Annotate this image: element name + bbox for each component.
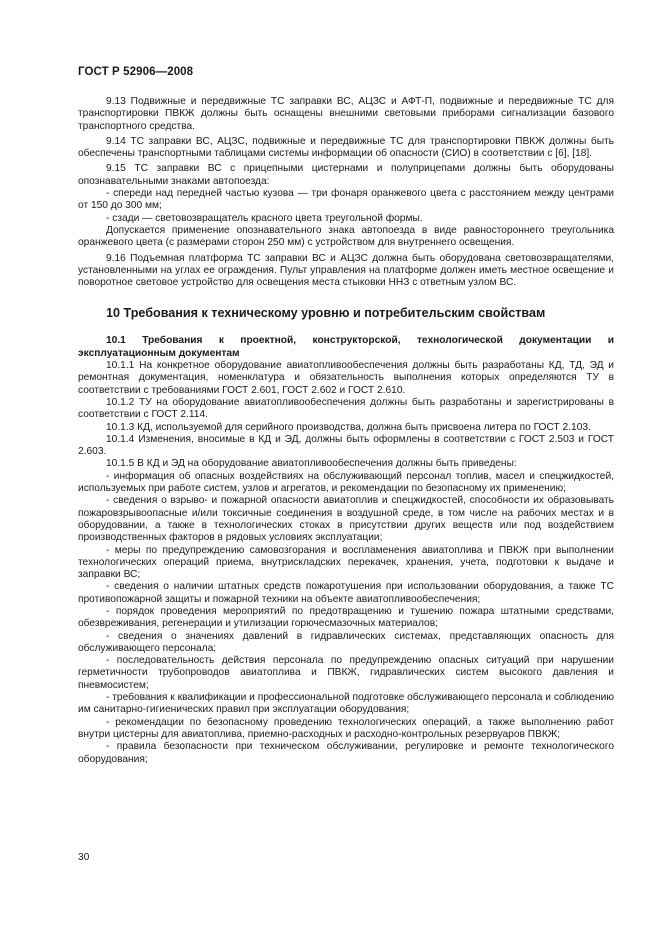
list-item: - меры по предупреждению самовозгорания и воспламенения авиатоплива и ПВКЖ при выполнении технологических операций приема, внутрискладских перекачек, хранения, учета, подготовки к выдаче и заправки ВС;: [78, 544, 614, 581]
paragraph-10-1-5: 10.1.5 В КД и ЭД на оборудование авиатопливообеспечения должны быть приведены:: [106, 458, 517, 470]
list-item: - спереди над передней частью кузова — три фонаря оранжевого цвета с расстоянием между центрами от 150 до 300 мм;: [78, 188, 614, 212]
list-item: - информация об опасных воздействиях на обслуживающий персонал топлив, масел и спецжидкостей, используемых при работе систем, узлов и агрегатов, и рекомендации по безопасному их применению;: [78, 470, 614, 495]
paragraph-9-15-note: Допускается применение опознавательного знака автопоезда в виде равностороннего треугольника оранжевого цвета (с размерами сторон 250 мм) с устройством для внутреннего освещения.: [78, 224, 614, 249]
list-item: - правила безопасности при техническом обслуживании, регулировке и ремонте технологического оборудования;: [78, 741, 614, 765]
page-number: 30: [78, 852, 90, 863]
paragraph-9-14: 9.14 ТС заправки ВС, АЦЗС, подвижные и передвижные ТС для транспортировки ПВКЖ должны быть обеспечены транспортными таблицами системы информации об опасности (СИО) в соответствии с [6], [18].: [78, 135, 614, 160]
list-item: - сзади — световозвращатель красного цвета треугольной формы.: [106, 212, 423, 224]
paragraph-9-13: 9.13 Подвижные и передвижные ТС заправки ВС, АЦЗС и АФТ-П, подвижные и передвижные ТС для транспортировки ПВКЖ должны быть оснащены внешними световыми приборами сигнализации базового транспортного средства.: [78, 96, 614, 132]
list-item: - порядок проведения мероприятий по предотвращению и тушению пожара штатными средствами, обезвреживания, регенерации и утилизации горючесмазочных материалов;: [78, 605, 614, 630]
document-body: [78, 96, 614, 766]
paragraph-10-1-1: 10.1.1 На конкретное оборудование авиатопливообеспечения должны быть разработаны КД, ТД, ЭД и ремонтная документация, номенклатура и обязательность выполнения которых определяются ТУ в соответствии с требованиями ГОСТ 2.601, ГОСТ 2.602 и ГОСТ 2.610.: [78, 360, 614, 396]
list-item: - требования к квалификации и профессиональной подготовке обслуживающего персонала и соблюдению им санитарно-гигиенических правил при эксплуатации оборудования;: [78, 692, 614, 716]
list-item: - последовательность действия персонала по предупреждению опасных ситуаций при нарушении герметичности трубопроводов авиатоплива и ПВКЖ, гидравлических систем высокого давления и пневмосистем;: [78, 655, 614, 691]
paragraph-10-1-4: 10.1.4 Изменения, вносимые в КД и ЭД, должны быть оформлены в соответствии с ГОСТ 2.503 и ГОСТ 2.603.: [78, 433, 614, 458]
subsection-10-1-heading: 10.1 Требования к проектной, конструкторской, технологической документации и эксплуатационным документам: [78, 335, 614, 359]
list-item: - сведения о значениях давлений в гидравлических системах, представляющих опасность для обслуживающего персонала;: [78, 630, 614, 654]
paragraph-10-1-3: 10.1.3 КД, используемой для серийного производства, должна быть присвоена литера по ГОСТ 2.103.: [106, 421, 591, 433]
document-header: ГОСТ Р 52906—2008: [78, 66, 194, 78]
list-item: - рекомендации по безопасному проведению технологических операций, а также выполнению работ внутри цистерны для авиатоплива, приемно-расходных и расходно-контрольных резервуаров ПВКЖ;: [78, 716, 614, 740]
paragraph-9-15: 9.15 ТС заправки ВС с прицепными цистернами и полуприцепами должны быть оборудованы опознавательными знаками автопоезда:: [78, 163, 614, 187]
list-item: - сведения о наличии штатных средств пожаротушения при использовании оборудования, а также ТС противопожарной защиты и пожарной техники на объекте авиатопливообеспечения;: [78, 581, 614, 605]
section-10-heading: 10 Требования к техническому уровню и потребительским свойствам: [106, 306, 546, 321]
paragraph-9-16: 9.16 Подъемная платформа ТС заправки ВС и АЦЗС должна быть оборудована световозвращателями, установленными на углах ее ограждения. Пульт управления на платформе должен иметь местное освещение и поворотное световое устройство для освещения места стыковки ННЗ с ответным узлом ВС.: [78, 252, 614, 289]
paragraph-10-1-2: 10.1.2 ТУ на оборудование авиатопливообеспечения должны быть разработаны и зарегистрированы в соответствии с ГОСТ 2.114.: [78, 396, 614, 421]
list-item: - сведения о взрыво- и пожарной опасности авиатоплив и спецжидкостей, способности их образовывать пожаровзрывоопасные и/или токсичные соединения в воздушной среде, в том числе на рабочих местах и в оборудовании, а также в технологических стоках в присутствии других веществ или под воздействием производственных факторов в рядовых условиях эксплуатации;: [78, 495, 614, 544]
